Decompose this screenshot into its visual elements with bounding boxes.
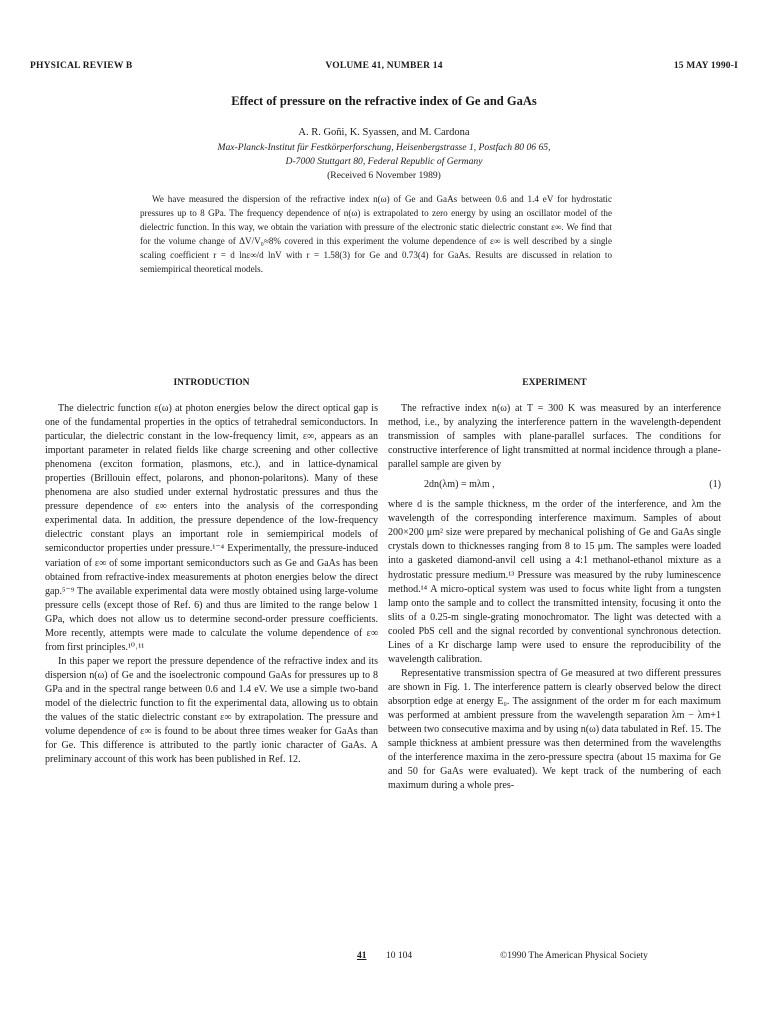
left-column — [45, 402, 378, 767]
affiliation-line-1: Max-Planck-Institut für Festkörperforschung, Heisenbergstrasse 1, Postfach 80 06 65, — [217, 142, 551, 153]
experiment-paragraph-2: where d is the sample thickness, m the order of the interference, and λm the wavelength of the corresponding interference maximum. Samples of about 200×200 μm² size were prepared by mechanical polishing of Ge and GaAs single crystals down to thicknesses ranging from 8 to 15 μm. The samples were loaded into a gasketed diamond-anvil cell using a 4:1 methanol-ethanol mixture as a hydrostatic pressure medium.¹³ Pressure was measured by the ruby luminescence method.¹⁴ A micro-optical system was used to focus white light from a tungsten lamp onto the sample and to collect the transmitted intensity, focusing it onto the slits of a 0.25-m single-grating monochromator. The light was detected with a cooled PbS cell and the signal recorded by conventional synchronous detection. Lines of a Kr discharge lamp were used to ensure the reproducibility of the wavelength calibration. — [388, 499, 721, 665]
journal-name: PHYSICAL REVIEW B — [30, 61, 133, 71]
footer-volume: 41 — [357, 951, 367, 961]
received-date: (Received 6 November 1989) — [327, 170, 441, 181]
abstract: We have measured the dispersion of the refractive index n(ω) of Ge and GaAs between 0.6 and 1.4 eV for hydrostatic pressures up to 8 GPa. The frequency dependence of n(ω) is extrapolated to zero energy by using an oscillator model of the dielectric function. In this way, we obtain the variation with pressure of the electronic static dielectric constant ε∞. We find that for the volume change of ΔV/V₀≈8% covered in this experiment the volume dependence of ε∞ is well described by a single scaling coefficient r = d lnε∞/d lnV with r = 1.58(3) for Ge and 0.73(4) for GaAs. Results are discussed in relation to semiempirical theoretical models. — [140, 194, 612, 275]
footer-copyright: ©1990 The American Physical Society — [500, 951, 648, 961]
paper-title: Effect of pressure on the refractive index of Ge and GaAs — [231, 94, 537, 108]
section-heading-experiment: EXPERIMENT — [522, 378, 587, 388]
section-heading-introduction: INTRODUCTION — [173, 378, 250, 388]
footer-page-number: 10 104 — [386, 951, 413, 961]
experiment-paragraph-3: Representative transmission spectra of Ge measured at two different pressures are shown in Fig. 1. The interference pattern is clearly observed below the direct absorption edge at energy E₀. The assignment of the order m for each maximum was performed at ambient pressure from the wavelength separation λm − λm+1 between two consecutive maxima and by using n(ω) data tabulated in Ref. 15. The sample thickness at ambient pressure was then determined from the wavelengths of the interference maxima in the zero-pressure spectra (about 15 maxima for Ge and 50 for GaAs were evaluated). We kept track of the numbering of each maximum during a whole pres- — [388, 667, 721, 792]
equation-number: (1) — [709, 479, 721, 491]
equation-body: 2dn(λm) = mλm , — [424, 479, 495, 491]
intro-paragraph-1: The dielectric function ε(ω) at photon energies below the direct optical gap is one of the fundamental properties in the optics of tetrahedral semiconductors. In particular, the dielectric constant in the low-frequency limit, ε∞, appears as an important parameter in related fields like charge screening and other collective phenomena (exciton formation, plasmons, etc.), and in lattice-dynamical properties (Brillouin effect, polarons, and phonon-polaritons). Many of these phenomena are also studied under external hydrostatic pressures and thus the pressure dependence of ε∞ enters into the analysis of the corresponding experimental data. In addition, the pressure dependence of the low-frequency dielectric constant plays an important role in semiempirical models of semiconductor properties under pressure.¹⁻⁴ Experimentally, the pressure-induced variation of ε∞ of some important semiconductors such as Ge and GaAs has been obtained from refractive-index measurements at photon energies below the direct gap.⁵⁻⁹ The available experimental data were mostly obtained using large-volume pressure cells (except those of Ref. 6) and thus are limited to the range below 1 GPa, which does not allow us to determine second-order pressure coefficients. More recently, attempts were made to calculate the volume dependence of ε∞ from first principles.¹⁰˒¹¹ — [45, 403, 378, 653]
running-header — [30, 61, 738, 75]
affiliation — [0, 141, 768, 169]
issue-date: 15 MAY 1990-I — [673, 61, 738, 71]
equation-1 — [388, 472, 721, 498]
author-list: A. R. Goñi, K. Syassen, and M. Cardona — [298, 127, 470, 138]
right-column — [388, 402, 721, 793]
intro-paragraph-2: In this paper we report the pressure dependence of the refractive index and its dispersion n(ω) of Ge and the isoelectronic compound GaAs for pressures up to 8 GPa and in the spectral range between 0.6 and 1.4 eV. We use a simple two-band model of the dielectric function to fit the experimental data, allowing us to obtain the values of the static dielectric constant ε∞ by extrapolation. The pressure and volume dependence of ε∞ is found to be about three times weaker for GaAs than for Ge. This difference is attributed to the partly ionic character of GaAs. A preliminary account of this work has been published in Ref. 12. — [45, 655, 378, 766]
experiment-paragraph-1: The refractive index n(ω) at T = 300 K was measured by an interference method, i.e., by analyzing the interference pattern in the wavelength-dependent transmission of samples with plane-parallel surfaces. The conditions for constructive interference of light transmitted at normal incidence through a plane-parallel sample are given by — [388, 403, 721, 471]
volume-number: VOLUME 41, NUMBER 14 — [325, 61, 443, 71]
affiliation-line-2: D-7000 Stuttgart 80, Federal Republic of Germany — [285, 156, 483, 167]
